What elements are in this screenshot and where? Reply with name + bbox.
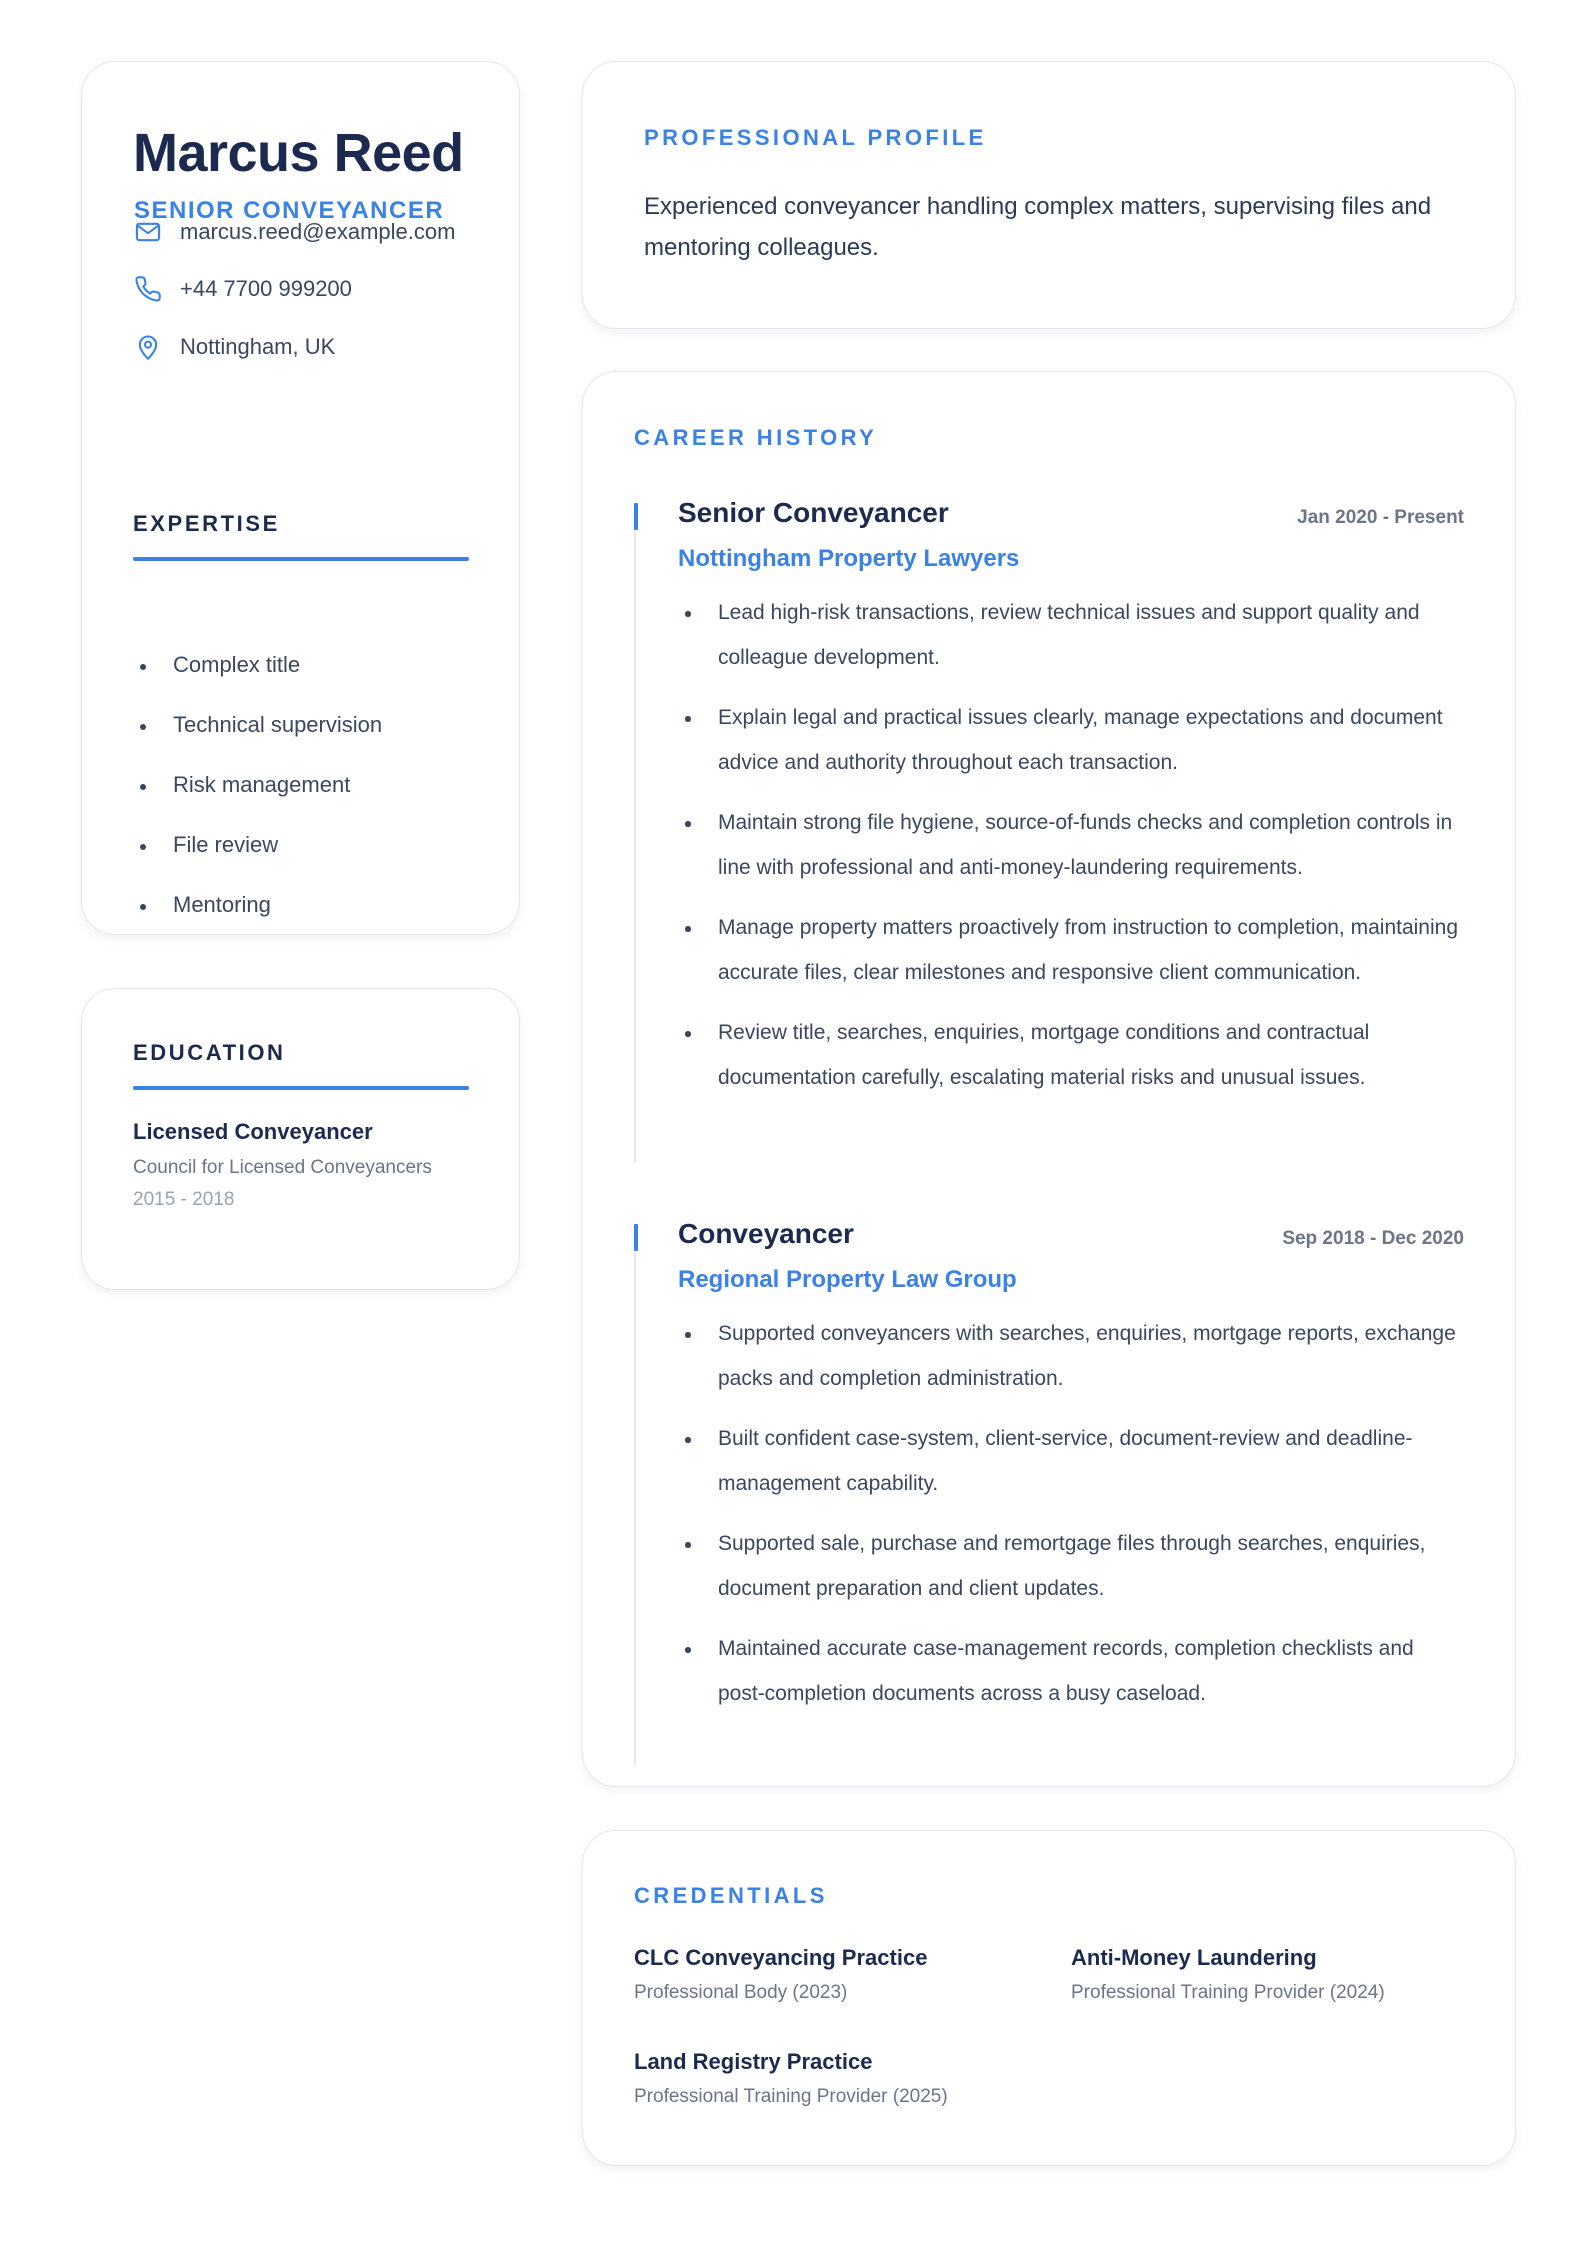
education-heading: EDUCATION bbox=[133, 1040, 286, 1065]
credential-item bbox=[634, 2049, 948, 2108]
expertise-heading: EXPERTISE bbox=[133, 511, 280, 536]
credential-title: CLC Conveyancing Practice bbox=[634, 1945, 928, 1970]
contact-phone[interactable] bbox=[133, 274, 352, 304]
job-dates: Sep 2018 - Dec 2020 bbox=[1282, 1228, 1464, 1249]
job-bullets bbox=[678, 1312, 1464, 1732]
expertise-list bbox=[133, 635, 382, 935]
job-timeline-line bbox=[634, 1251, 636, 1766]
job-accent-bar bbox=[634, 1224, 638, 1251]
credential-source: Professional Training Provider (2024) bbox=[1071, 1982, 1385, 2003]
job-role: Senior Conveyancer bbox=[678, 497, 949, 528]
job-bullet: Maintain strong file hygiene, source-of-funds checks and completion controls in line with professional and anti-money-laundering requirements. bbox=[678, 801, 1464, 890]
job-bullet: Supported conveyancers with searches, enquiries, mortgage reports, exchange packs and completion administration. bbox=[678, 1312, 1464, 1401]
job-accent-bar bbox=[634, 503, 638, 530]
education-degree: Licensed Conveyancer bbox=[133, 1119, 373, 1144]
credentials-heading: CREDENTIALS bbox=[634, 1883, 828, 1908]
candidate-title: SENIOR CONVEYANCER bbox=[134, 197, 445, 224]
job-entry bbox=[634, 497, 1464, 1163]
mail-icon bbox=[133, 217, 163, 247]
candidate-name: Marcus Reed bbox=[133, 123, 464, 183]
job-company: Nottingham Property Lawyers bbox=[678, 545, 1020, 572]
job-bullets bbox=[678, 591, 1464, 1116]
credentials-card bbox=[582, 1830, 1516, 2166]
job-company: Regional Property Law Group bbox=[678, 1266, 1017, 1293]
job-bullet: Review title, searches, enquiries, mortgage conditions and contractual documentation carefully, escalating material risks and unusual issues. bbox=[678, 1011, 1464, 1100]
contact-email[interactable] bbox=[133, 217, 455, 247]
profile-heading: PROFESSIONAL PROFILE bbox=[644, 125, 987, 150]
expertise-item: Complex title bbox=[133, 635, 382, 695]
phone-icon bbox=[133, 274, 163, 304]
expertise-divider bbox=[133, 557, 469, 561]
job-entry bbox=[634, 1218, 1464, 1739]
job-bullet: Built confident case-system, client-service, document-review and deadline-management capability. bbox=[678, 1417, 1464, 1506]
contact-card bbox=[81, 61, 520, 935]
job-bullet: Explain legal and practical issues clearly, manage expectations and document advice and authority throughout each transaction. bbox=[678, 696, 1464, 785]
expertise-item: Risk management bbox=[133, 755, 382, 815]
job-bullet: Manage property matters proactively from instruction to completion, maintaining accurate files, clear milestones and responsive client communication. bbox=[678, 906, 1464, 995]
job-bullet: Maintained accurate case-management records, completion checklists and post-completion documents across a busy caseload. bbox=[678, 1627, 1464, 1716]
job-bullet: Lead high-risk transactions, review technical issues and support quality and colleague development. bbox=[678, 591, 1464, 680]
expertise-item: File review bbox=[133, 815, 382, 875]
location-pin-icon bbox=[133, 332, 163, 362]
expertise-item: Mentoring bbox=[133, 875, 382, 935]
credential-title: Anti-Money Laundering bbox=[1071, 1945, 1317, 1970]
phone-text: +44 7700 999200 bbox=[180, 276, 352, 301]
job-timeline-line bbox=[634, 530, 636, 1163]
credential-item bbox=[634, 1945, 927, 2004]
job-bullet: Supported sale, purchase and remortgage files through searches, enquiries, document preparation and client updates. bbox=[678, 1522, 1464, 1611]
email-text: marcus.reed@example.com bbox=[180, 219, 456, 244]
expertise-item: Technical supervision bbox=[133, 695, 382, 755]
credential-source: Professional Body (2023) bbox=[634, 1982, 848, 2003]
education-card bbox=[81, 988, 520, 1290]
credential-item bbox=[1071, 1945, 1385, 2004]
education-divider bbox=[133, 1086, 469, 1090]
career-heading: CAREER HISTORY bbox=[634, 425, 878, 450]
credential-source: Professional Training Provider (2025) bbox=[634, 2086, 948, 2107]
credential-title: Land Registry Practice bbox=[634, 2049, 873, 2074]
profile-card bbox=[582, 61, 1516, 329]
profile-summary: Experienced conveyancer handling complex matters, supervising files and mentoring colleagues. bbox=[644, 193, 1432, 261]
contact-location bbox=[133, 332, 335, 362]
career-card bbox=[582, 371, 1516, 1787]
education-institution: Council for Licensed Conveyancers bbox=[133, 1157, 432, 1178]
job-role: Conveyancer bbox=[678, 1218, 854, 1249]
education-years: 2015 - 2018 bbox=[133, 1189, 235, 1210]
location-text: Nottingham, UK bbox=[180, 334, 336, 359]
job-dates: Jan 2020 - Present bbox=[1297, 507, 1464, 528]
